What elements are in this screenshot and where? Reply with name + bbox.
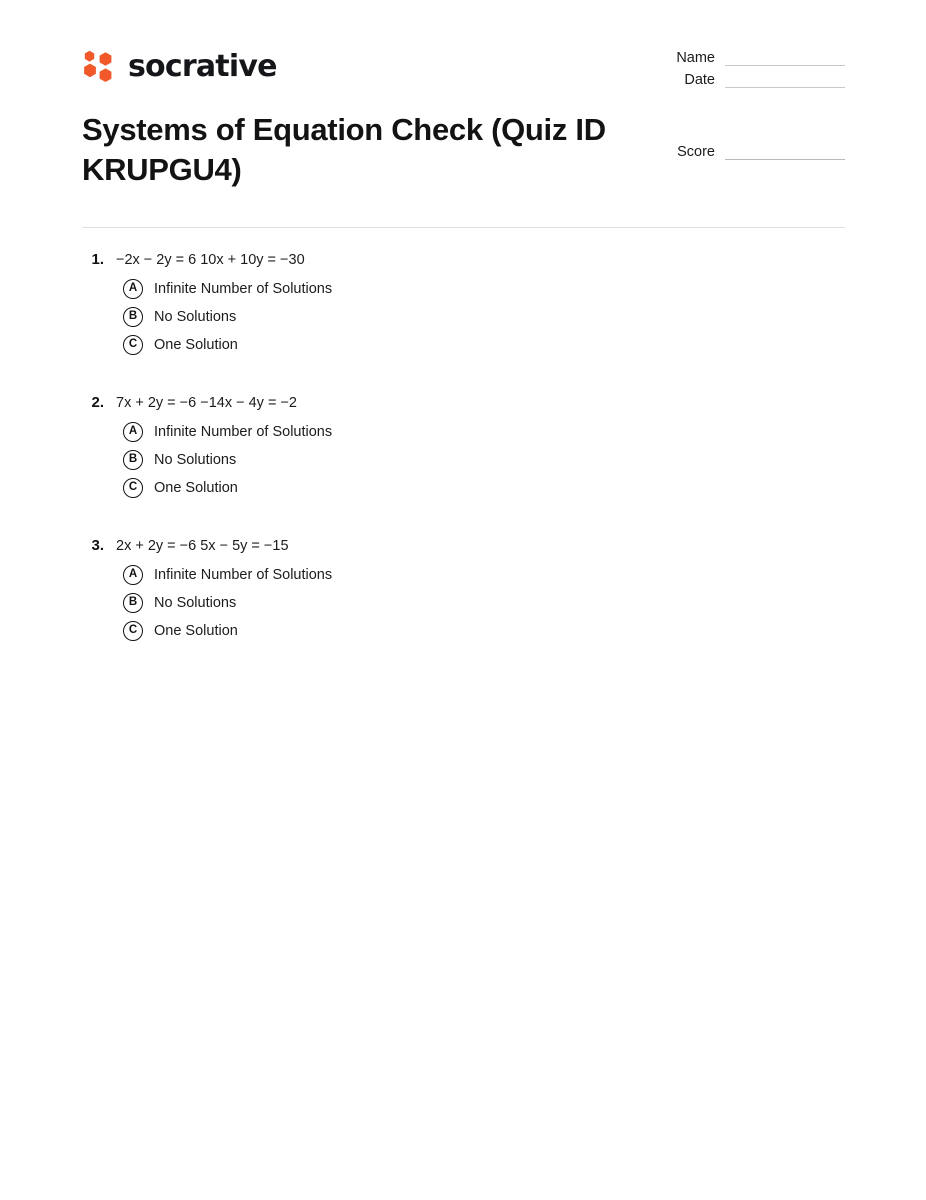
answer-option[interactable] <box>82 478 845 498</box>
option-letter-circle[interactable]: C <box>123 478 143 498</box>
answer-option[interactable] <box>82 307 845 327</box>
name-field-row <box>665 44 845 66</box>
option-letter-circle[interactable]: B <box>123 307 143 327</box>
question-block <box>82 536 845 641</box>
option-label: No Solutions <box>154 309 237 325</box>
question-number: 3. <box>91 537 104 554</box>
option-letter-circle[interactable]: C <box>123 335 143 355</box>
option-letter-circle[interactable]: B <box>123 450 143 470</box>
answer-option[interactable] <box>82 621 845 641</box>
questions-list <box>82 250 845 679</box>
answer-option[interactable] <box>82 593 845 613</box>
question-heading <box>82 250 845 270</box>
socrative-brand-logo <box>82 50 277 84</box>
date-field-label: Date <box>684 72 715 88</box>
option-label: Infinite Number of Solutions <box>154 281 333 297</box>
name-field-label: Name <box>676 50 715 66</box>
option-label: Infinite Number of Solutions <box>154 567 333 583</box>
option-letter-circle[interactable]: B <box>123 593 143 613</box>
answer-option[interactable] <box>82 422 845 442</box>
socrative-hexagons-icon <box>82 50 116 84</box>
question-heading <box>82 393 845 413</box>
option-letter-circle[interactable]: C <box>123 621 143 641</box>
page-header <box>82 44 845 214</box>
question-heading <box>82 536 845 556</box>
question-number: 2. <box>91 394 104 411</box>
score-field-label: Score <box>677 144 715 160</box>
option-label: Infinite Number of Solutions <box>154 424 333 440</box>
option-letter-circle[interactable]: A <box>123 565 143 585</box>
question-text: −2x − 2y = 6 10x + 10y = −30 <box>116 252 305 268</box>
answer-option[interactable] <box>82 450 845 470</box>
socrative-wordmark: socrative <box>128 49 277 84</box>
score-field-row <box>665 138 845 160</box>
answer-option[interactable] <box>82 335 845 355</box>
student-info-fields <box>665 44 845 160</box>
question-text: 2x + 2y = −6 5x − 5y = −15 <box>116 538 289 554</box>
option-label: One Solution <box>154 480 238 496</box>
option-label: No Solutions <box>154 452 237 468</box>
page-title: Systems of Equation Check (Quiz ID KRUPGU4) <box>82 112 606 187</box>
option-letter-circle[interactable]: A <box>123 279 143 299</box>
question-text: 7x + 2y = −6 −14x − 4y = −2 <box>116 395 297 411</box>
answer-option[interactable] <box>82 279 845 299</box>
option-label: One Solution <box>154 337 238 353</box>
name-field-line[interactable] <box>725 51 845 66</box>
option-letter-circle[interactable]: A <box>123 422 143 442</box>
question-block <box>82 250 845 355</box>
question-block <box>82 393 845 498</box>
question-number: 1. <box>91 251 104 268</box>
score-field-line[interactable] <box>725 145 845 160</box>
option-label: No Solutions <box>154 595 237 611</box>
date-field-row <box>665 66 845 88</box>
option-label: One Solution <box>154 623 238 639</box>
header-divider <box>82 227 845 228</box>
date-field-line[interactable] <box>725 73 845 88</box>
answer-option[interactable] <box>82 565 845 585</box>
